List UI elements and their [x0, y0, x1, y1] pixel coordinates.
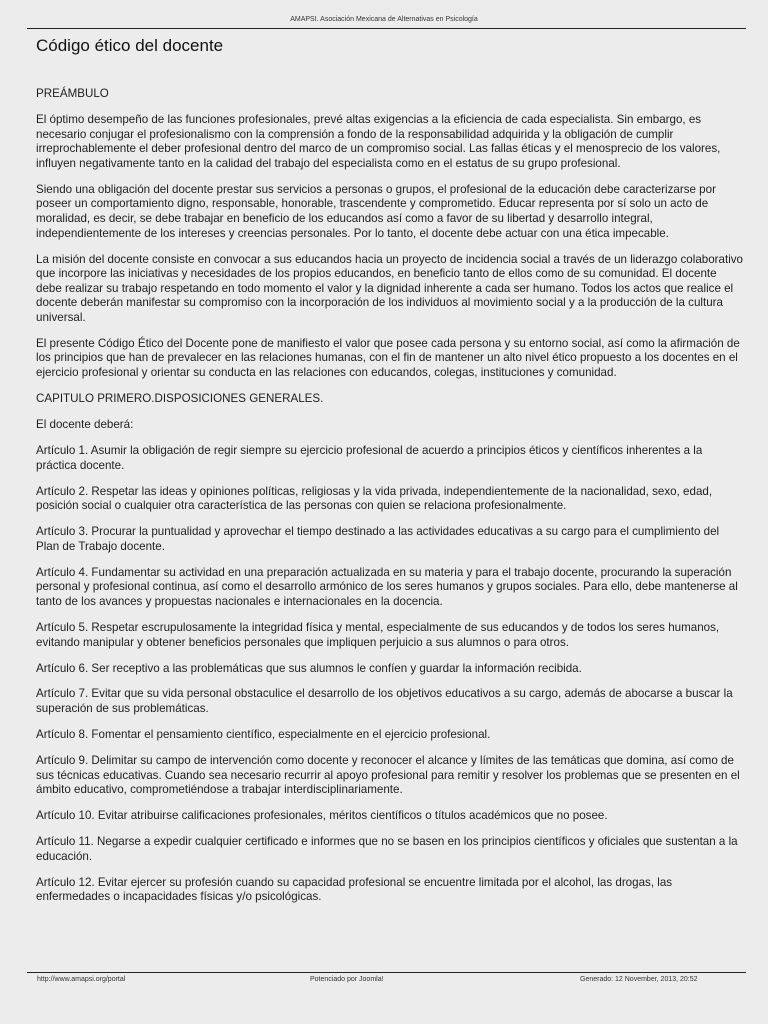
- footer-powered-by: Potenciado por Joomla!: [310, 976, 384, 983]
- article-1: Artículo 1. Asumir la obligación de regir siempre su ejercicio profesional de acuerdo a principios éticos y científicos inherentes a la práctica docente.: [36, 444, 703, 472]
- chapter-heading: CAPITULO PRIMERO.DISPOSICIONES GENERALES.: [36, 392, 324, 406]
- article-6: Artículo 6. Ser receptivo a las problemáticas que sus alumnos le confíen y guardar la información recibida.: [36, 661, 582, 675]
- article-11: Artículo 11. Negarse a expedir cualquier certificado e informes que no se basen en los principios científicos y oficiales que sustentan a la educación.: [36, 835, 738, 863]
- footer-generated-date: Generado: 12 November, 2013, 20:52: [580, 976, 698, 983]
- article-12: Artículo 12. Evitar ejercer su profesión cuando su capacidad profesional se encuentre limitada por el alcohol, las drogas, las enfermedades o incapacidades físicas y/o psicológicas.: [36, 875, 673, 904]
- header-divider: [27, 28, 746, 29]
- preamble-paragraph: El presente Código Ético del Docente pone de manifiesto el valor que posee cada persona y su entorno social, así como la afirmación de los principios que han de prevalecer en las relaciones humanas, con el fin de mantener un alto nivel ético propuesto a los docentes en el ejercicio profesional y orientar su conducta en las relaciones con educandos, colegas, instituciones y comunidad.: [36, 336, 740, 380]
- running-header: AMAPSI. Asociación Mexicana de Alternativas en Psicología: [290, 16, 478, 23]
- document-body: [36, 87, 744, 916]
- article-10: Artículo 10. Evitar atribuirse calificaciones profesionales, méritos científicos o títulos académicos que no posee.: [36, 809, 608, 823]
- footer-url-link[interactable]: http://www.amapsi.org/portal: [37, 976, 126, 983]
- article-3: Artículo 3. Procurar la puntualidad y aprovechar el tiempo destinado a las actividades educativas a su cargo para el cumplimiento del Plan de Trabajo docente.: [36, 525, 720, 553]
- article-7: Artículo 7. Evitar que su vida personal obstaculice el desarrollo de los objetivos educativos a su cargo, además de abocarse a buscar la superación de sus problemáticas.: [36, 687, 733, 716]
- preamble-paragraph: Siendo una obligación del docente prestar sus servicios a personas o grupos, el profesional de la educación debe caracterizarse por poseer un comportamiento digno, responsable, honorable, trascendente y comprometido. Educar representa por sí solo un acto de moralidad, es decir, se debe trabajar en beneficio de los educandos así como a favor de su libertad y desarrollo integral, independientemente de los intereses y creencias personales. Por lo tanto, el docente debe actuar con una ética impecable.: [36, 182, 716, 240]
- article-5: Artículo 5. Respetar escrupulosamente la integridad física y mental, especialmente de sus educandos y de todos los seres humanos, evitando manipular y obtener beneficios personales que impliquen perjuicio a sus alumnos o para otros.: [36, 620, 720, 649]
- footer-divider: [27, 972, 746, 973]
- preamble-paragraph: El óptimo desempeño de las funciones profesionales, prevé altas exigencias a la eficiencia de cada especialista. Sin embargo, es necesario conjugar el profesionalismo con la comprensión a fondo de la responsabilidad adquirida y la obligación de cumplir irreprochablemente el deber profesional dentro del marco de un compromiso social. Las fallas éticas y el menosprecio de los valores, influyen negativamente tanto en la calidad del trabajo del especialista como en el estatus de su grupo profesional.: [36, 112, 721, 170]
- article-4: Artículo 4. Fundamentar su actividad en una preparación actualizada en su materia y para el trabajo docente, procurando la superación personal y profesional continua, así como el desarrollo armónico de los seres humanos y grupos sociales. Para ello, debe mantenerse al tanto de los avances y propuestas nacionales e internacionales en la docencia.: [36, 565, 738, 608]
- preamble-heading: PREÁMBULO: [36, 87, 109, 100]
- article-2: Artículo 2. Respetar las ideas y opiniones políticas, religiosas y la vida privada, independientemente de la nacionalidad, sexo, edad, posición social o cualquier otra característica de las personas con quien se relaciona profesionalmente.: [36, 484, 713, 513]
- article-9: Artículo 9. Delimitar su campo de intervención como docente y reconocer el alcance y límites de las temáticas que domina, así como de sus técnicas educativas. Cuando sea necesario recurrir al apoyo profesional para remitir y resolver los problemas que se presenten en el ámbito educativo, comprometiéndose a trabajar interdisciplinariamente.: [36, 754, 740, 797]
- preamble-paragraph: La misión del docente consiste en convocar a sus educandos hacia un proyecto de incidencia social a través de un liderazgo colaborativo que incorpore las iniciativas y necesidades de los propios educandos, en beneficio tanto de ellos como de su comunidad. El docente debe realizar su trabajo respetando en todo momento el valor y la dignidad inherente a cada ser humano. Todos los actos que realice el docente deberán manifestar su compromiso con la incorporación de los individuos al movimiento social y a la producción de la cultura universal.: [36, 252, 744, 324]
- document-title: Código ético del docente: [36, 36, 224, 55]
- chapter-intro: El docente deberá:: [36, 418, 134, 432]
- article-8: Artículo 8. Fomentar el pensamiento científico, especialmente en el ejercicio profesional.: [36, 728, 491, 742]
